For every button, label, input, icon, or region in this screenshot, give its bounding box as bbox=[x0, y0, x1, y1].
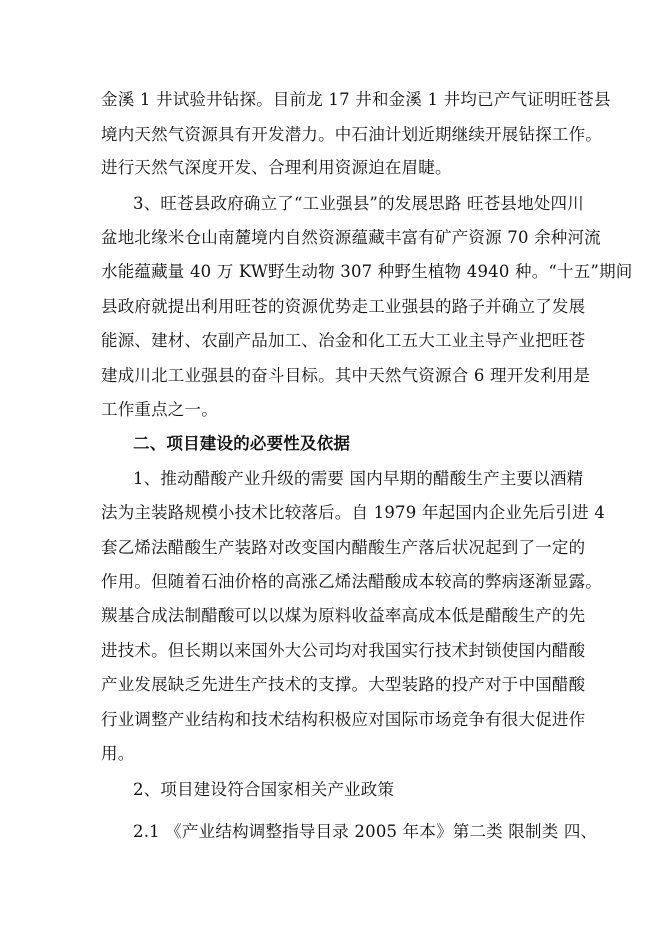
paragraph-line: 能源、建材、农副产品加工、冶金和化工五大工业主导产业把旺苍 bbox=[101, 331, 586, 350]
subsection-2-heading: 2、项目建设符合国家相关产业政策 bbox=[133, 780, 395, 799]
paragraph-line: 套乙烯法醋酸生产装路对改变国内醋酸生产落后状况起到了一定的 bbox=[101, 538, 586, 557]
paragraph-line: 法为主装路规模小技术比较落后。自 1979 年起国内企业先后引进 4 bbox=[101, 503, 606, 522]
section-3-heading-line: 3、旺苍县政府确立了“工业强县”的发展思路 旺苍县地处四川 bbox=[133, 194, 584, 213]
paragraph-line: 行业调整产业结构和技术结构积极应对国际市场竞争有很大促进作 bbox=[101, 710, 586, 729]
paragraph-line: 产业发展缺乏先进生产技术的支撑。大型装路的投产对于中国醋酸 bbox=[101, 675, 586, 694]
paragraph-line: 工作重点之一。 bbox=[101, 400, 218, 419]
paragraph-line: 盆地北缘米仓山南麓境内自然资源蕴藏丰富有矿产资源 70 余种河流 bbox=[101, 228, 601, 247]
paragraph-line: 羰基合成法制醋酸可以以煤为原料收益率高成本低是醋酸生产的先 bbox=[101, 606, 586, 625]
section-heading: 二、项目建设的必要性及依据 bbox=[133, 434, 351, 453]
paragraph-line: 境内天然气资源具有开发潜力。中石油计划近期继续开展钻探工作。 bbox=[101, 125, 602, 144]
paragraph-line: 金溪 1 井试验井钻探。目前龙 17 井和金溪 1 井均已产气证明旺苍县 bbox=[101, 90, 611, 109]
policy-reference-line: 2.1 《产业结构调整指导目录 2005 年本》第二类 限制类 四、 bbox=[133, 822, 598, 841]
paragraph-line: 县政府就提出利用旺苍的资源优势走工业强县的路子并确立了发展 bbox=[101, 297, 586, 316]
paragraph-line: 用。 bbox=[101, 744, 135, 763]
paragraph-line: 进技术。但长期以来国外大公司均对我国实行技术封锁使国内醋酸 bbox=[101, 641, 586, 660]
subsection-1-heading-line: 1、推动醋酸产业升级的需要 国内早期的醋酸生产主要以酒精 bbox=[133, 469, 584, 488]
paragraph-line: 进行天然气深度开发、合理利用资源迫在眉睫。 bbox=[101, 158, 452, 177]
paragraph-line: 建成川北工业强县的奋斗目标。其中天然气资源合 6 理开发利用是 bbox=[101, 366, 591, 385]
paragraph-line: 作用。但随着石油价格的高涨乙烯法醋酸成本较高的弊病逐渐显露。 bbox=[101, 572, 602, 591]
paragraph-line: 水能蕴藏量 40 万 KW野生动物 307 种野生植物 4940 种。“十五”期间 bbox=[101, 262, 633, 281]
